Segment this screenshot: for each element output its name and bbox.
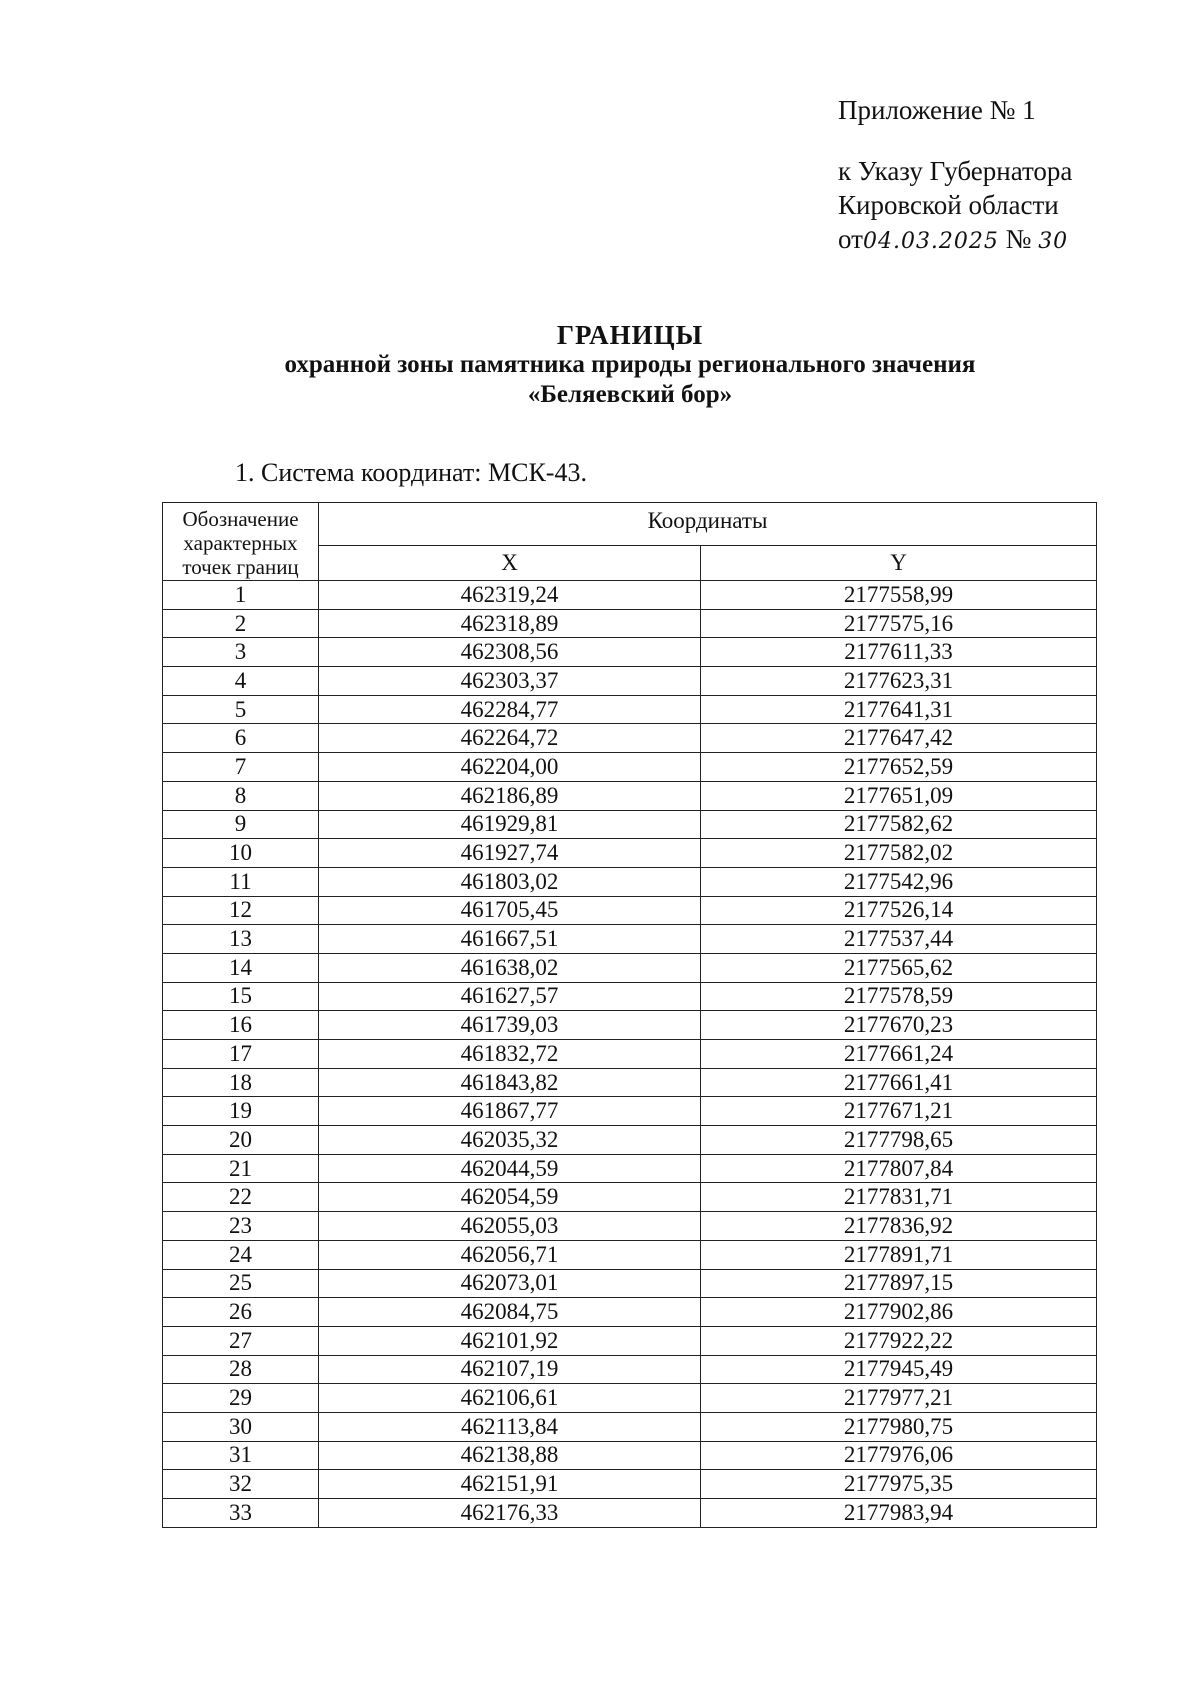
table-row bbox=[163, 753, 1097, 782]
table-row bbox=[163, 1040, 1097, 1069]
coordinate-system-heading: 1. Система координат: МСК-43. bbox=[235, 458, 587, 487]
appendix-decree: к Указу Губернатора bbox=[838, 156, 1073, 186]
header-y: Y bbox=[701, 546, 1097, 581]
y-coordinate-cell: 2177891,71 bbox=[701, 1240, 1097, 1269]
y-coordinate-cell: 2177558,99 bbox=[701, 581, 1097, 610]
table-row bbox=[163, 667, 1097, 696]
table-row bbox=[163, 695, 1097, 724]
table-row bbox=[163, 982, 1097, 1011]
x-coordinate-cell: 461843,82 bbox=[319, 1068, 701, 1097]
x-coordinate-cell: 462044,59 bbox=[319, 1154, 701, 1183]
point-number-cell: 10 bbox=[163, 839, 319, 868]
x-coordinate-cell: 461667,51 bbox=[319, 925, 701, 954]
y-coordinate-cell: 2177661,24 bbox=[701, 1040, 1097, 1069]
y-coordinate-cell: 2177661,41 bbox=[701, 1068, 1097, 1097]
point-number-cell: 7 bbox=[163, 753, 319, 782]
point-number-cell: 21 bbox=[163, 1154, 319, 1183]
x-coordinate-cell: 462035,32 bbox=[319, 1126, 701, 1155]
x-coordinate-cell: 462319,24 bbox=[319, 581, 701, 610]
point-number-cell: 1 bbox=[163, 581, 319, 610]
point-number-cell: 16 bbox=[163, 1011, 319, 1040]
point-number-cell: 31 bbox=[163, 1441, 319, 1470]
number-prefix: № bbox=[1005, 224, 1032, 254]
table-row bbox=[163, 1097, 1097, 1126]
point-number-cell: 27 bbox=[163, 1326, 319, 1355]
x-coordinate-cell: 462264,72 bbox=[319, 724, 701, 753]
table-row bbox=[163, 1326, 1097, 1355]
point-number-cell: 24 bbox=[163, 1240, 319, 1269]
appendix-date-line bbox=[838, 222, 1072, 259]
x-coordinate-cell: 461705,45 bbox=[319, 896, 701, 925]
x-coordinate-cell: 462186,89 bbox=[319, 781, 701, 810]
table-row bbox=[163, 1470, 1097, 1499]
point-number-cell: 15 bbox=[163, 982, 319, 1011]
x-coordinate-cell: 462073,01 bbox=[319, 1269, 701, 1298]
y-coordinate-cell: 2177897,15 bbox=[701, 1269, 1097, 1298]
title-line2: охранной зоны памятника природы регионального значения bbox=[284, 351, 976, 378]
table-row bbox=[163, 1011, 1097, 1040]
y-coordinate-cell: 2177582,62 bbox=[701, 810, 1097, 839]
table-row bbox=[163, 1240, 1097, 1269]
table-row bbox=[163, 1212, 1097, 1241]
x-coordinate-cell: 462303,37 bbox=[319, 667, 701, 696]
y-coordinate-cell: 2177836,92 bbox=[701, 1212, 1097, 1241]
table-row bbox=[163, 1269, 1097, 1298]
y-coordinate-cell: 2177582,02 bbox=[701, 839, 1097, 868]
y-coordinate-cell: 2177641,31 bbox=[701, 695, 1097, 724]
x-coordinate-cell: 462284,77 bbox=[319, 695, 701, 724]
y-coordinate-cell: 2177652,59 bbox=[701, 753, 1097, 782]
header-coordinates: Координаты bbox=[319, 503, 1097, 546]
x-coordinate-cell: 461627,57 bbox=[319, 982, 701, 1011]
point-number-cell: 19 bbox=[163, 1097, 319, 1126]
table-row bbox=[163, 581, 1097, 610]
y-coordinate-cell: 2177623,31 bbox=[701, 667, 1097, 696]
point-number-cell: 9 bbox=[163, 810, 319, 839]
point-number-cell: 30 bbox=[163, 1412, 319, 1441]
point-number-cell: 20 bbox=[163, 1126, 319, 1155]
x-coordinate-cell: 461638,02 bbox=[319, 953, 701, 982]
point-number-cell: 17 bbox=[163, 1040, 319, 1069]
title-main: ГРАНИЦЫ bbox=[556, 320, 704, 350]
table-row bbox=[163, 1298, 1097, 1327]
point-number-cell: 6 bbox=[163, 724, 319, 753]
y-coordinate-cell: 2177537,44 bbox=[701, 925, 1097, 954]
y-coordinate-cell: 2177526,14 bbox=[701, 896, 1097, 925]
point-number-cell: 22 bbox=[163, 1183, 319, 1212]
y-coordinate-cell: 2177831,71 bbox=[701, 1183, 1097, 1212]
y-coordinate-cell: 2177983,94 bbox=[701, 1499, 1097, 1528]
x-coordinate-cell: 462318,89 bbox=[319, 609, 701, 638]
y-coordinate-cell: 2177565,62 bbox=[701, 953, 1097, 982]
x-coordinate-cell: 462151,91 bbox=[319, 1470, 701, 1499]
x-coordinate-cell: 462101,92 bbox=[319, 1326, 701, 1355]
handwritten-date: 04.03.2025 bbox=[862, 229, 999, 254]
y-coordinate-cell: 2177542,96 bbox=[701, 867, 1097, 896]
point-number-cell: 29 bbox=[163, 1384, 319, 1413]
x-coordinate-cell: 462084,75 bbox=[319, 1298, 701, 1327]
y-coordinate-cell: 2177975,35 bbox=[701, 1470, 1097, 1499]
table-row bbox=[163, 925, 1097, 954]
header-x: X bbox=[319, 546, 701, 581]
y-coordinate-cell: 2177945,49 bbox=[701, 1355, 1097, 1384]
point-number-cell: 25 bbox=[163, 1269, 319, 1298]
y-coordinate-cell: 2177902,86 bbox=[701, 1298, 1097, 1327]
table-row bbox=[163, 638, 1097, 667]
table-row bbox=[163, 781, 1097, 810]
table-row bbox=[163, 1154, 1097, 1183]
appendix-number: Приложение № 1 bbox=[838, 95, 1036, 125]
point-number-cell: 26 bbox=[163, 1298, 319, 1327]
table-row bbox=[163, 1355, 1097, 1384]
table-row bbox=[163, 810, 1097, 839]
x-coordinate-cell: 461929,81 bbox=[319, 810, 701, 839]
y-coordinate-cell: 2177980,75 bbox=[701, 1412, 1097, 1441]
x-coordinate-cell: 462055,03 bbox=[319, 1212, 701, 1241]
y-coordinate-cell: 2177578,59 bbox=[701, 982, 1097, 1011]
x-coordinate-cell: 462056,71 bbox=[319, 1240, 701, 1269]
point-number-cell: 23 bbox=[163, 1212, 319, 1241]
x-coordinate-cell: 461803,02 bbox=[319, 867, 701, 896]
x-coordinate-cell: 461927,74 bbox=[319, 839, 701, 868]
title-line3: «Беляевский бор» bbox=[527, 381, 733, 408]
x-coordinate-cell: 461832,72 bbox=[319, 1040, 701, 1069]
date-prefix: от bbox=[838, 224, 863, 254]
table-row bbox=[163, 896, 1097, 925]
document-title bbox=[0, 320, 1200, 410]
table-row bbox=[163, 1441, 1097, 1470]
point-number-cell: 33 bbox=[163, 1499, 319, 1528]
x-coordinate-cell: 462113,84 bbox=[319, 1412, 701, 1441]
point-number-cell: 14 bbox=[163, 953, 319, 982]
point-number-cell: 12 bbox=[163, 896, 319, 925]
y-coordinate-cell: 2177671,21 bbox=[701, 1097, 1097, 1126]
point-number-cell: 4 bbox=[163, 667, 319, 696]
point-number-cell: 28 bbox=[163, 1355, 319, 1384]
table-row bbox=[163, 953, 1097, 982]
x-coordinate-cell: 461867,77 bbox=[319, 1097, 701, 1126]
table-row bbox=[163, 724, 1097, 753]
handwritten-number: 30 bbox=[1038, 229, 1069, 254]
y-coordinate-cell: 2177611,33 bbox=[701, 638, 1097, 667]
y-coordinate-cell: 2177976,06 bbox=[701, 1441, 1097, 1470]
point-number-cell: 11 bbox=[163, 867, 319, 896]
y-coordinate-cell: 2177575,16 bbox=[701, 609, 1097, 638]
table-row bbox=[163, 867, 1097, 896]
y-coordinate-cell: 2177807,84 bbox=[701, 1154, 1097, 1183]
y-coordinate-cell: 2177670,23 bbox=[701, 1011, 1097, 1040]
table-row bbox=[163, 1183, 1097, 1212]
x-coordinate-cell: 462308,56 bbox=[319, 638, 701, 667]
x-coordinate-cell: 462107,19 bbox=[319, 1355, 701, 1384]
point-number-cell: 18 bbox=[163, 1068, 319, 1097]
y-coordinate-cell: 2177922,22 bbox=[701, 1326, 1097, 1355]
point-number-cell: 8 bbox=[163, 781, 319, 810]
point-number-cell: 3 bbox=[163, 638, 319, 667]
x-coordinate-cell: 461739,03 bbox=[319, 1011, 701, 1040]
table-row bbox=[163, 839, 1097, 868]
point-number-cell: 2 bbox=[163, 609, 319, 638]
point-number-cell: 32 bbox=[163, 1470, 319, 1499]
table-row bbox=[163, 1499, 1097, 1528]
point-number-cell: 5 bbox=[163, 695, 319, 724]
appendix-block bbox=[838, 93, 1072, 259]
table-row bbox=[163, 1126, 1097, 1155]
table-row bbox=[163, 1068, 1097, 1097]
x-coordinate-cell: 462176,33 bbox=[319, 1499, 701, 1528]
x-coordinate-cell: 462106,61 bbox=[319, 1384, 701, 1413]
point-number-cell: 13 bbox=[163, 925, 319, 954]
y-coordinate-cell: 2177977,21 bbox=[701, 1384, 1097, 1413]
table-row bbox=[163, 1412, 1097, 1441]
x-coordinate-cell: 462204,00 bbox=[319, 753, 701, 782]
y-coordinate-cell: 2177647,42 bbox=[701, 724, 1097, 753]
table-row bbox=[163, 609, 1097, 638]
x-coordinate-cell: 462054,59 bbox=[319, 1183, 701, 1212]
x-coordinate-cell: 462138,88 bbox=[319, 1441, 701, 1470]
header-point: Обозначение характерных точек границ bbox=[163, 503, 319, 581]
y-coordinate-cell: 2177798,65 bbox=[701, 1126, 1097, 1155]
y-coordinate-cell: 2177651,09 bbox=[701, 781, 1097, 810]
coordinates-table bbox=[162, 502, 1097, 1528]
table-row bbox=[163, 1384, 1097, 1413]
appendix-region: Кировской области bbox=[838, 190, 1059, 220]
